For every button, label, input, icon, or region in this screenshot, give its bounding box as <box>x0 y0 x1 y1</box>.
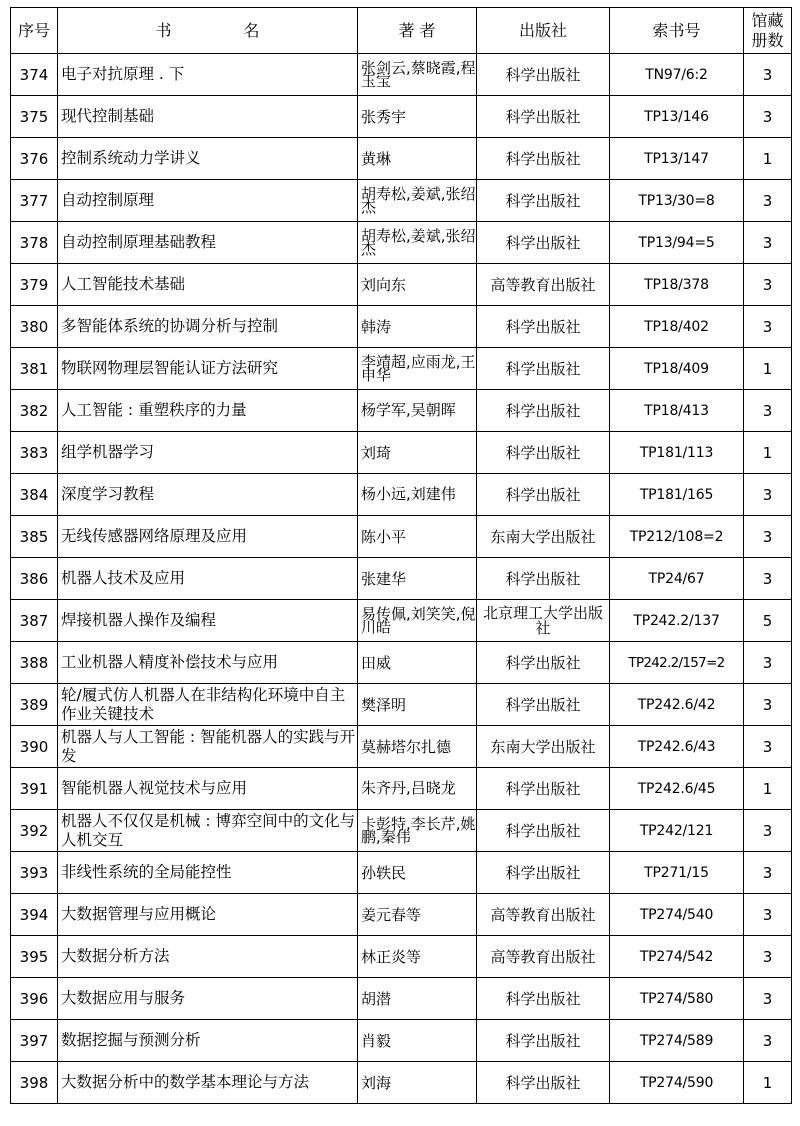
book-title: 组学机器学习 <box>58 432 358 474</box>
book-author: 孙轶民 <box>358 852 477 894</box>
holding-count: 3 <box>744 978 792 1020</box>
call-number: TP274/589 <box>610 1020 744 1062</box>
row-number: 397 <box>11 1020 58 1062</box>
table-row <box>11 96 792 138</box>
row-number: 386 <box>11 558 58 600</box>
header-title-char-2: 名 <box>243 21 260 40</box>
book-publisher: 科学出版社 <box>477 96 610 138</box>
book-title: 人工智能 : 重塑秩序的力量 <box>58 390 358 432</box>
header-quantity <box>744 8 792 54</box>
book-publisher: 东南大学出版社 <box>477 516 610 558</box>
call-number: TP13/147 <box>610 138 744 180</box>
book-author: 张秀宇 <box>358 96 477 138</box>
book-list-table <box>10 7 792 1104</box>
row-number: 388 <box>11 642 58 684</box>
call-number: TP271/15 <box>610 852 744 894</box>
row-number: 383 <box>11 432 58 474</box>
book-title: 人工智能技术基础 <box>58 264 358 306</box>
holding-count: 3 <box>744 1020 792 1062</box>
book-publisher: 科学出版社 <box>477 1062 610 1104</box>
book-publisher: 科学出版社 <box>477 558 610 600</box>
holding-count: 1 <box>744 348 792 390</box>
holding-count: 3 <box>744 222 792 264</box>
holding-count: 3 <box>744 726 792 768</box>
book-publisher: 科学出版社 <box>477 474 610 516</box>
table-row <box>11 768 792 810</box>
holding-count: 3 <box>744 474 792 516</box>
book-author: 韩涛 <box>358 306 477 348</box>
table-body <box>11 54 792 1104</box>
book-title: 多智能体系统的协调分析与控制 <box>58 306 358 348</box>
call-number: TP274/580 <box>610 978 744 1020</box>
row-number: 392 <box>11 810 58 852</box>
holding-count: 3 <box>744 810 792 852</box>
book-author: 林正炎等 <box>358 936 477 978</box>
book-title: 机器人与人工智能 : 智能机器人的实践与开发 <box>58 726 358 768</box>
book-title: 工业机器人精度补偿技术与应用 <box>58 642 358 684</box>
holding-count: 1 <box>744 432 792 474</box>
book-author: 陈小平 <box>358 516 477 558</box>
holding-count: 1 <box>744 1062 792 1104</box>
row-number: 387 <box>11 600 58 642</box>
row-number: 396 <box>11 978 58 1020</box>
header-row <box>11 8 792 54</box>
call-number: TP274/590 <box>610 1062 744 1104</box>
table-row <box>11 684 792 726</box>
book-title: 轮/履式仿人机器人在非结构化环境中自主作业关键技术 <box>58 684 358 726</box>
book-publisher: 北京理工大学出版社 <box>477 600 610 642</box>
book-publisher: 东南大学出版社 <box>477 726 610 768</box>
book-author: 张建华 <box>358 558 477 600</box>
book-publisher: 科学出版社 <box>477 642 610 684</box>
book-author: 胡寿松,姜斌,张绍杰 <box>358 222 477 264</box>
book-author: 胡寿松,姜斌,张绍杰 <box>358 180 477 222</box>
book-author: 杨学军,吴朝晖 <box>358 390 477 432</box>
book-title: 深度学习教程 <box>58 474 358 516</box>
table-row <box>11 432 792 474</box>
holding-count: 3 <box>744 558 792 600</box>
book-title: 机器人不仅仅是机械 : 博弈空间中的文化与人机交互 <box>58 810 358 852</box>
call-number: TN97/6:2 <box>610 54 744 96</box>
book-publisher: 高等教育出版社 <box>477 936 610 978</box>
book-publisher: 科学出版社 <box>477 684 610 726</box>
book-title: 电子对抗原理 . 下 <box>58 54 358 96</box>
row-number: 381 <box>11 348 58 390</box>
row-number: 393 <box>11 852 58 894</box>
table-row <box>11 222 792 264</box>
row-number: 384 <box>11 474 58 516</box>
book-author: 肖毅 <box>358 1020 477 1062</box>
book-author: 朱齐丹,吕晓龙 <box>358 768 477 810</box>
table-row <box>11 1020 792 1062</box>
row-number: 385 <box>11 516 58 558</box>
row-number: 376 <box>11 138 58 180</box>
book-title: 机器人技术及应用 <box>58 558 358 600</box>
table-row <box>11 138 792 180</box>
call-number: TP242.2/137 <box>610 600 744 642</box>
table-row <box>11 600 792 642</box>
call-number: TP13/30=8 <box>610 180 744 222</box>
call-number: TP18/413 <box>610 390 744 432</box>
book-author: 刘向东 <box>358 264 477 306</box>
row-number: 379 <box>11 264 58 306</box>
row-number: 394 <box>11 894 58 936</box>
book-title: 大数据分析中的数学基本理论与方法 <box>58 1062 358 1104</box>
row-number: 389 <box>11 684 58 726</box>
book-author: 刘琦 <box>358 432 477 474</box>
call-number: TP13/146 <box>610 96 744 138</box>
book-author: 胡潜 <box>358 978 477 1020</box>
table-header <box>11 8 792 54</box>
book-title: 自动控制原理基础教程 <box>58 222 358 264</box>
table-row <box>11 936 792 978</box>
holding-count: 3 <box>744 306 792 348</box>
holding-count: 3 <box>744 516 792 558</box>
table-row <box>11 558 792 600</box>
book-publisher: 科学出版社 <box>477 390 610 432</box>
table-row <box>11 516 792 558</box>
call-number: TP181/165 <box>610 474 744 516</box>
book-publisher: 科学出版社 <box>477 768 610 810</box>
book-author: 田威 <box>358 642 477 684</box>
call-number: TP274/540 <box>610 894 744 936</box>
call-number: TP181/113 <box>610 432 744 474</box>
holding-count: 3 <box>744 180 792 222</box>
holding-count: 1 <box>744 768 792 810</box>
call-number: TP18/402 <box>610 306 744 348</box>
table-row <box>11 180 792 222</box>
book-publisher: 科学出版社 <box>477 306 610 348</box>
header-call-number: 索书号 <box>610 8 744 54</box>
book-author: 易传佩,刘笑笑,倪川皓 <box>358 600 477 642</box>
call-number: TP18/378 <box>610 264 744 306</box>
row-number: 391 <box>11 768 58 810</box>
header-title <box>58 8 358 54</box>
row-number: 375 <box>11 96 58 138</box>
book-author: 卡彭特,李长芹,姚鹏,秦伟 <box>358 810 477 852</box>
row-number: 374 <box>11 54 58 96</box>
book-title: 焊接机器人操作及编程 <box>58 600 358 642</box>
table-row <box>11 306 792 348</box>
book-publisher: 科学出版社 <box>477 810 610 852</box>
book-title: 数据挖掘与预测分析 <box>58 1020 358 1062</box>
call-number: TP24/67 <box>610 558 744 600</box>
table-row <box>11 894 792 936</box>
holding-count: 3 <box>744 936 792 978</box>
book-title: 控制系统动力学讲义 <box>58 138 358 180</box>
book-publisher: 高等教育出版社 <box>477 264 610 306</box>
row-number: 378 <box>11 222 58 264</box>
table-row <box>11 54 792 96</box>
call-number: TP242.6/42 <box>610 684 744 726</box>
book-publisher: 科学出版社 <box>477 432 610 474</box>
row-number: 395 <box>11 936 58 978</box>
book-title: 大数据应用与服务 <box>58 978 358 1020</box>
holding-count: 5 <box>744 600 792 642</box>
book-publisher: 科学出版社 <box>477 222 610 264</box>
holding-count: 3 <box>744 96 792 138</box>
book-publisher: 科学出版社 <box>477 138 610 180</box>
table-row <box>11 642 792 684</box>
book-publisher: 科学出版社 <box>477 978 610 1020</box>
row-number: 390 <box>11 726 58 768</box>
book-title: 无线传感器网络原理及应用 <box>58 516 358 558</box>
header-publisher: 出版社 <box>477 8 610 54</box>
book-author: 杨小远,刘建伟 <box>358 474 477 516</box>
header-author: 著 者 <box>358 8 477 54</box>
book-publisher: 科学出版社 <box>477 180 610 222</box>
book-author: 樊泽明 <box>358 684 477 726</box>
holding-count: 3 <box>744 684 792 726</box>
header-quantity-line-1: 馆藏 <box>751 10 784 30</box>
table-row <box>11 810 792 852</box>
call-number: TP242.6/45 <box>610 768 744 810</box>
book-author: 李靖超,应雨龙,王申华 <box>358 348 477 390</box>
header-no: 序号 <box>11 8 58 54</box>
book-publisher: 科学出版社 <box>477 54 610 96</box>
call-number: TP242/121 <box>610 810 744 852</box>
table-row <box>11 852 792 894</box>
holding-count: 1 <box>744 138 792 180</box>
book-publisher: 高等教育出版社 <box>477 894 610 936</box>
call-number: TP18/409 <box>610 348 744 390</box>
row-number: 398 <box>11 1062 58 1104</box>
table-row <box>11 726 792 768</box>
book-publisher: 科学出版社 <box>477 852 610 894</box>
book-author: 刘海 <box>358 1062 477 1104</box>
call-number: TP242.2/157=2 <box>610 642 744 684</box>
book-title: 物联网物理层智能认证方法研究 <box>58 348 358 390</box>
book-title: 大数据管理与应用概论 <box>58 894 358 936</box>
table-row <box>11 264 792 306</box>
holding-count: 3 <box>744 852 792 894</box>
call-number: TP13/94=5 <box>610 222 744 264</box>
holding-count: 3 <box>744 894 792 936</box>
header-title-char-1: 书 <box>155 21 172 40</box>
table-row <box>11 474 792 516</box>
table-row <box>11 1062 792 1104</box>
holding-count: 3 <box>744 264 792 306</box>
call-number: TP212/108=2 <box>610 516 744 558</box>
holding-count: 3 <box>744 642 792 684</box>
row-number: 380 <box>11 306 58 348</box>
book-author: 张剑云,蔡晓霞,程玉宝 <box>358 54 477 96</box>
book-title: 智能机器人视觉技术与应用 <box>58 768 358 810</box>
book-author: 姜元春等 <box>358 894 477 936</box>
row-number: 382 <box>11 390 58 432</box>
call-number: TP274/542 <box>610 936 744 978</box>
holding-count: 3 <box>744 54 792 96</box>
book-author: 莫赫塔尔扎德 <box>358 726 477 768</box>
book-title: 大数据分析方法 <box>58 936 358 978</box>
book-author: 黄琳 <box>358 138 477 180</box>
book-title: 自动控制原理 <box>58 180 358 222</box>
table-row <box>11 390 792 432</box>
book-title: 现代控制基础 <box>58 96 358 138</box>
row-number: 377 <box>11 180 58 222</box>
table-row <box>11 978 792 1020</box>
book-publisher: 科学出版社 <box>477 348 610 390</box>
call-number: TP242.6/43 <box>610 726 744 768</box>
holding-count: 3 <box>744 390 792 432</box>
header-quantity-line-2: 册数 <box>751 30 784 50</box>
book-publisher: 科学出版社 <box>477 1020 610 1062</box>
book-title: 非线性系统的全局能控性 <box>58 852 358 894</box>
table-row <box>11 348 792 390</box>
